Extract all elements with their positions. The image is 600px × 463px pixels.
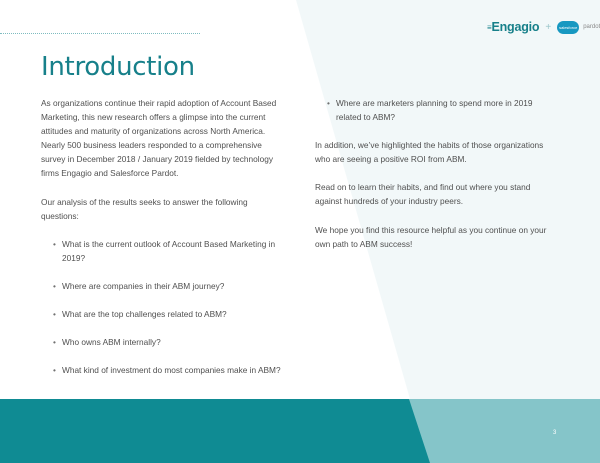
list-item: • What kind of investment do most companies make in ABM? <box>41 363 281 377</box>
questions-list <box>41 237 281 378</box>
intro-paragraph: As organizations continue their rapid adoption of Account Based Marketing, this new research offers a glimpse into the current attitudes and maturity of organizations across North America. Nearly 500 business leaders responded to a comprehensive survey in December 2018 / January 2019 fielded by technology firms Engagio and Salesforce Pardot. <box>41 98 277 179</box>
engagio-logo-text: Engagio <box>491 20 540 34</box>
right-column <box>315 96 555 265</box>
questions-lead: Our analysis of the results seeks to answer the following questions: <box>41 196 248 221</box>
header-logos <box>487 19 600 35</box>
list-item: • What is the current outlook of Account Based Marketing in 2019? <box>41 237 281 265</box>
closing-paragraph: We hope you find this resource helpful as you continue on your own path to ABM success! <box>315 224 547 249</box>
page-number: 3 <box>553 430 557 436</box>
engagio-logo <box>487 20 539 34</box>
page-title: Introduction <box>41 52 195 82</box>
plus-sign: + <box>545 21 552 33</box>
salesforce-cloud-icon <box>557 21 579 34</box>
left-column <box>41 96 281 391</box>
salesforce-logo-text: salesforce <box>559 24 578 30</box>
list-item: • Where are companies in their ABM journey? <box>41 279 281 293</box>
roi-paragraph: In addition, we’ve highlighted the habits of those organizations who are seeing a positive ROI from ABM. <box>315 140 544 165</box>
engagio-bars-icon: ≡ <box>487 23 492 32</box>
dotted-divider <box>0 33 200 34</box>
read-on-paragraph: Read on to learn their habits, and find out where you stand against hundreds of your industry peers. <box>315 182 531 207</box>
pardot-logo-text: pardot <box>583 24 600 30</box>
list-item: • What are the top challenges related to ABM? <box>41 307 281 321</box>
list-item: • Where are marketers planning to spend more in 2019 related to ABM? <box>315 96 555 124</box>
list-item: • Who owns ABM internally? <box>41 335 281 349</box>
questions-list-continued <box>315 96 555 124</box>
